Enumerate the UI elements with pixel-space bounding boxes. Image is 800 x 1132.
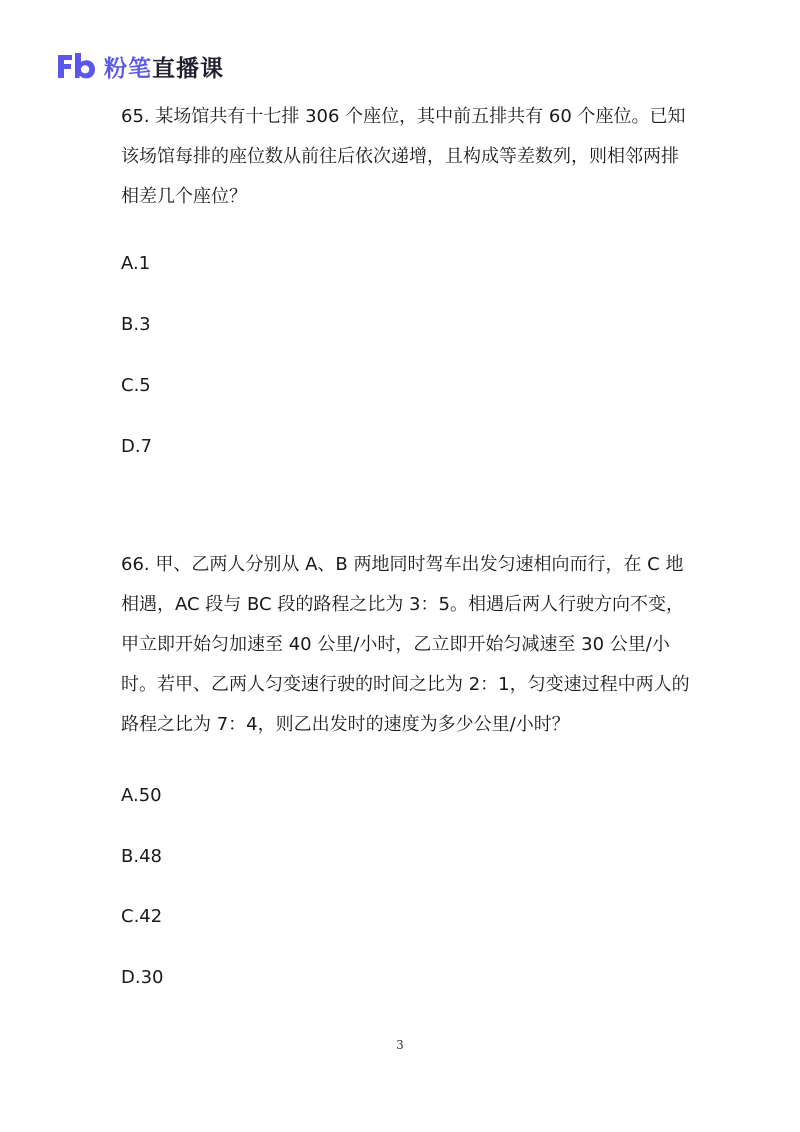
option-a: A.1	[121, 253, 151, 274]
question-text	[121, 97, 691, 217]
brand-name-accent: 粉笔	[104, 55, 152, 82]
question-line: 相差几个座位？	[121, 186, 247, 207]
question-line: 时。若甲、乙两人匀变速行驶的时间之比为 2：1，匀变速过程中两人的	[121, 674, 690, 695]
option-d: D.30	[121, 967, 164, 988]
option-d: D.7	[121, 436, 153, 457]
question-line: 路程之比为 7：4，则乙出发时的速度为多少公里/小时？	[121, 714, 570, 735]
question-text	[121, 545, 691, 745]
option-c: C.42	[121, 906, 163, 927]
question-line: 该场馆每排的座位数从前往后依次递增，且构成等差数列，则相邻两排	[121, 146, 679, 167]
brand-name-rest: 直播课	[152, 55, 224, 82]
fb-logo-icon	[56, 51, 98, 81]
option-c: C.5	[121, 375, 151, 396]
option-a: A.50	[121, 785, 162, 806]
question-66	[121, 545, 691, 745]
question-line: 66. 甲、乙两人分别从 A、B 两地同时驾车出发匀速相向而行，在 C 地	[121, 554, 684, 575]
question-line: 相遇，AC 段与 BC 段的路程之比为 3：5。相遇后两人行驶方向不变，	[121, 594, 684, 615]
question-line: 65. 某场馆共有十七排 306 个座位，其中前五排共有 60 个座位。已知	[121, 106, 686, 127]
question-65	[121, 97, 691, 217]
brand-name	[104, 50, 224, 83]
option-b: B.48	[121, 846, 162, 867]
question-line: 甲立即开始匀加速至 40 公里/小时，乙立即开始匀减速至 30 公里/小	[121, 634, 670, 655]
option-b: B.3	[121, 314, 151, 335]
page-number: 3	[396, 1038, 404, 1052]
brand-header	[56, 50, 224, 82]
